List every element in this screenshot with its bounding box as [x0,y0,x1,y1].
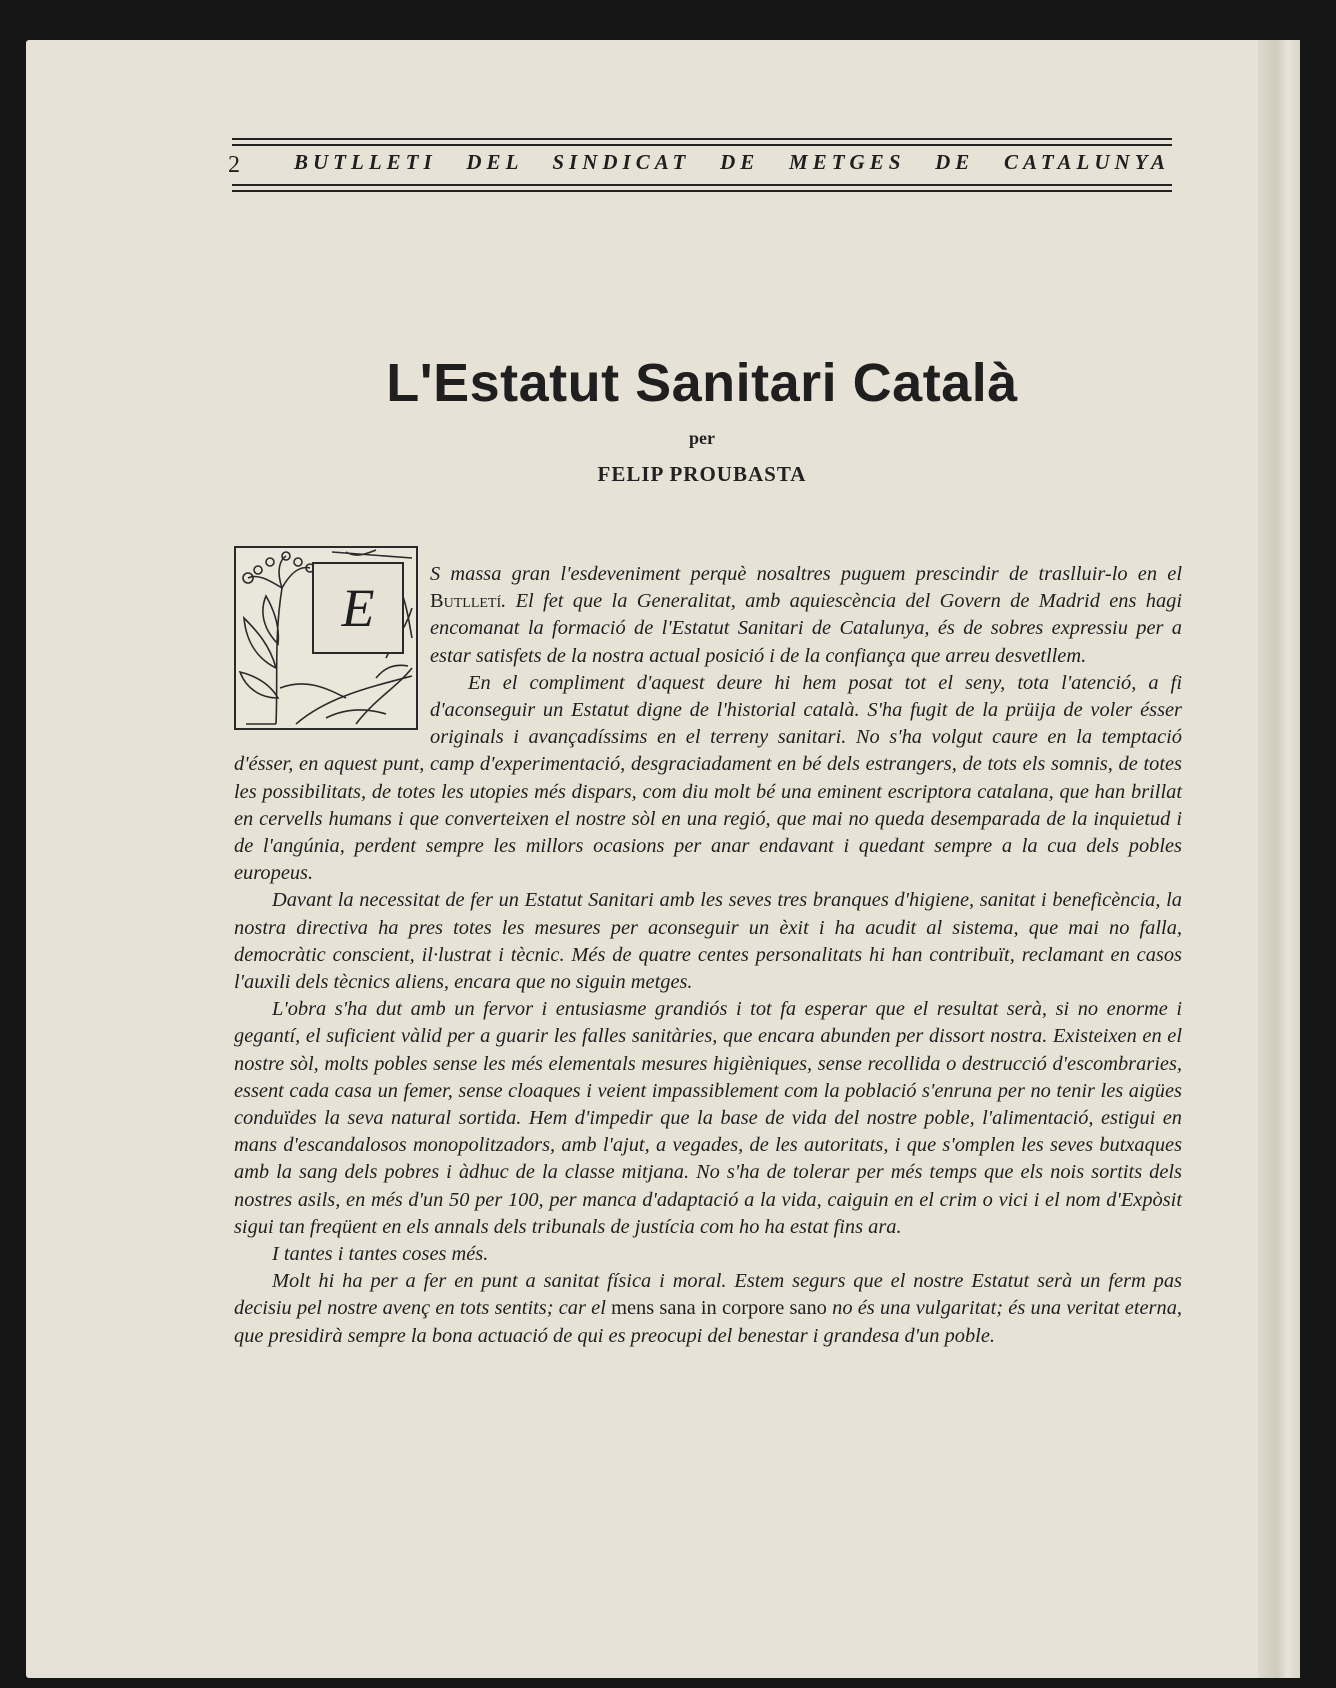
latin-phrase: mens sana in corpore sano [611,1297,827,1320]
article-body [234,561,1182,1350]
paragraph-1 [234,561,1182,670]
article-title: L'Estatut Sanitari Català [386,353,1018,413]
paragraph-4: L'obra s'ha dut amb un fervor i entusiasme grandiós i tot fa esperar que el resultat serà, si no enorme i gegantí, el suficient vàlid per a guarir les falles sanitàries, que encara abunden per dissort nostra. Existeixen en el nostre sòl, molts pobles sense les més elementals mesures higièniques, sense recollida o destrucció d'escombraries, essent cada casa un femer, sense cloaques i veient impassiblement com la població s'enruna per no tenir les aigües conduïdes la seva natural sortida. Hem d'impedir que la base de vida del nostre poble, l'alimentació, estigui en mans d'escandalosos monopolitzadors, amb l'ajut, a vegades, de les autoritats, i que s'omplen les seves butxaques amb la sang dels pobres i àdhuc de la classe mitjana. No s'ha de tolerar per més temps que els nois sortits dels nostres asils, en més d'un 50 per 100, per manca d'adaptació a la vida, caiguin en el crim o vici i el nom d'Expòsit sigui tan freqüent en els annals dels tribunals de justícia com ho ha estat fins ara. [234,998,1182,1238]
header-rule [232,138,1172,140]
author-name: FELIP PROUBASTA [597,462,807,486]
running-header [228,138,1172,200]
paragraph-3: Davant la necessitat de fer un Estatut Sanitari amb les seves tres branques d'higiene, sanitat i beneficència, la nostra directiva ha pres totes les mesures per aconseguir un èxit i ha acudit al sistema, que mai no falla, democràtic conscient, il·lustrat i tècnic. Més de quatre centes personalitats hi han contribuït, reclamant en casos l'auxili dels tècnics aliens, encara que no siguin metges. [234,889,1182,994]
drop-cap-letter: E [341,578,375,638]
page-number: 2 [228,152,240,178]
paragraph-5: I tantes i tantes coses més. [272,1243,489,1266]
header-rule [232,184,1172,186]
header-rule [232,190,1172,192]
paragraph-1-text-b: . El fet que la Generalitat, amb aquiescència del Govern de Madrid ens hagi encomanat la formació de l'Estatut Sanitari de Catalunya, és de sobres expressiu per a estar satisfets de la nostra actual posició i de la confiança que arreu desvetllem. [430,590,1182,667]
paragraph-2: En el compliment d'aquest deure hi hem posat tot el seny, tota l'atenció, a fi d'aconseguir un Estatut digne de l'historial català. S'ha fugit de la prüija de voler ésser originals i avançadíssims en el terreny sanitari. No s'ha volgut caure en la temptació d'ésser, en aquest punt, camp d'experimentació, desgraciadament en bé dels estrangers, de tots els somnis, de totes les possibilitats, de totes les utopies més dispars, com diu molt bé una eminent escriptora catalana, que han brillat en cervells humans i que converteixen el nostre sòl en una regió, que mai no queda desemparada de la inquietud i de l'angúnia, perdent sempre les millors ocasions per anar endavant i quedant sempre a la cua dels pobles europeus. [234,671,1182,885]
running-head-title: BUTLLETI DEL SINDICAT DE METGES DE CATALUNYA [294,150,1170,174]
butlleti-small-caps: Butlletí [430,590,502,613]
byline: per [689,428,715,448]
paragraph-6-text-a: Molt hi ha per a fer en punt a sanitat física i moral. Estem segurs que el nostre Estatut serà un ferm pas decisiu pel nostre avenç en tots sentits; car el [234,1270,1182,1320]
page-spine-shadow [1258,40,1300,1678]
header-rule [232,144,1172,146]
paragraph-1-text-a: S massa gran l'esdeveniment perquè nosaltres puguem prescindir de traslluir-lo en el [430,563,1182,585]
paragraph-6 [234,1268,1182,1350]
paragraph-6-text-b: no és una vulgaritat; és una veritat eterna, que presidirà sempre la bona actuació de qui es preocupi del benestar i grandesa d'un poble. [234,1297,1182,1347]
